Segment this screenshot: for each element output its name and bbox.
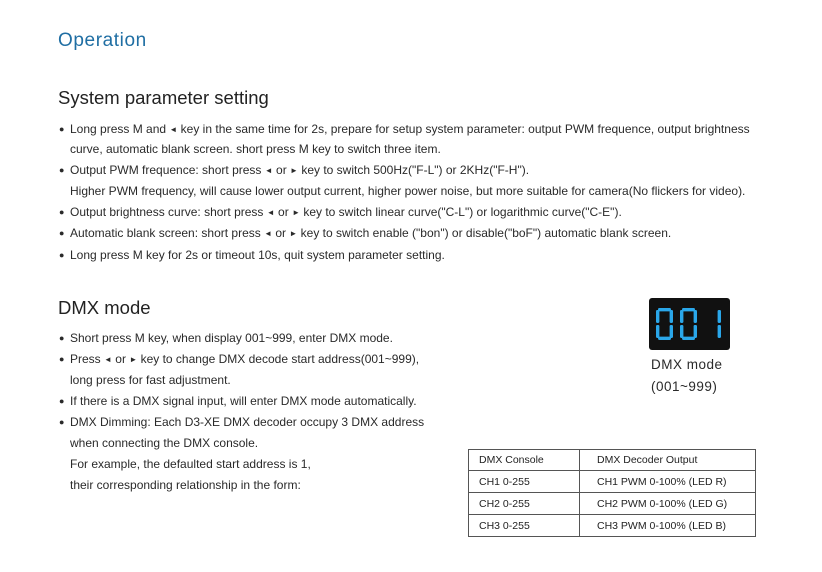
table-cell: CH1 0-255: [469, 471, 580, 493]
system-bullet-2: ● Output PWM frequence: short press ◄ or ► key to switch 500Hz("F-L") or 2KHz("F-H").: [59, 163, 530, 177]
display-caption: DMX mode: [651, 357, 723, 372]
left-key-icon: ◄: [266, 208, 275, 217]
system-bullet-5: ● Long press M key for 2s or timeout 10s, quit system parameter setting.: [59, 248, 445, 262]
dmx-bullet-3: ● If there is a DMX signal input, will enter DMX mode automatically.: [59, 394, 417, 408]
dmx-bullet-2: ● Press ◄ or ► key to change DMX decode start address(001~999),: [59, 352, 420, 366]
segment-e: [656, 325, 659, 338]
table-cell: CH2 0-255: [469, 493, 580, 515]
left-key-icon: ◄: [104, 355, 112, 364]
dmx-section-title: DMX mode: [58, 297, 151, 318]
dmx-mapping-table: [468, 449, 756, 537]
display-range: (001~999): [651, 379, 718, 394]
left-key-icon: ◄: [264, 229, 273, 238]
table-cell: CH2 PWM 0-100% (LED G): [580, 493, 756, 515]
display-value-text: 001: [655, 308, 657, 309]
segment-c: [718, 325, 721, 338]
segment-a: [682, 308, 695, 311]
right-key-icon: ►: [289, 229, 298, 238]
table-row: [469, 471, 756, 493]
segment-b: [694, 310, 697, 323]
segment-f: [680, 310, 683, 323]
segment-b: [670, 310, 673, 323]
segment-c: [694, 325, 697, 338]
display-value: [656, 308, 721, 340]
left-key-icon: ◄: [169, 125, 178, 134]
table-header-cell: DMX Decoder Output: [580, 450, 756, 471]
bullet-icon: ●: [59, 333, 65, 343]
segment-b: [718, 310, 721, 323]
table-cell: CH3 0-255: [469, 515, 580, 537]
bullet-icon: ●: [59, 354, 65, 364]
display-digits: [655, 308, 725, 342]
segment-f: [656, 310, 659, 323]
table-cell: CH1 PWM 0-100% (LED R): [580, 471, 756, 493]
table-cell: CH3 PWM 0-100% (LED B): [580, 515, 756, 537]
right-key-icon: ►: [292, 208, 300, 217]
table-row: [469, 493, 756, 515]
bullet-icon: ●: [59, 396, 65, 406]
system-section-title: System parameter setting: [58, 87, 269, 108]
bullet-icon: ●: [59, 124, 65, 134]
table-header-cell: DMX Console: [469, 450, 580, 471]
dmx-bullet-4: ● DMX Dimming: Each D3-XE DMX decoder occupy 3 DMX address: [59, 415, 425, 429]
left-key-icon: ◄: [264, 166, 273, 175]
dmx-bullet-4-cont-1: when connecting the DMX console.: [70, 436, 259, 450]
dmx-bullet-1: ● Short press M key, when display 001~999, enter DMX mode.: [59, 331, 393, 345]
page-title: Operation: [58, 30, 147, 51]
right-key-icon: ►: [129, 355, 138, 364]
table-header-row: [469, 450, 756, 471]
system-bullet-4: ● Automatic blank screen: short press ◄ or ► key to switch enable ("bon") or disable("boF") automatic blank screen.: [59, 226, 672, 240]
dmx-bullet-4-cont-3: their corresponding relationship in the form:: [70, 478, 301, 492]
system-bullet-2-cont: Higher PWM frequency, will cause lower output current, higher power noise, but more suitable for camera(No flickers for video).: [70, 184, 746, 198]
segment-d: [658, 337, 671, 340]
segment-e: [680, 325, 683, 338]
bullet-icon: ●: [59, 228, 65, 238]
bullet-icon: ●: [59, 417, 65, 427]
system-bullet-1: ● Long press M and ◄ key in the same time for 2s, prepare for setup system parameter: output PWM frequence, output brightness: [59, 122, 750, 136]
segment-c: [670, 325, 673, 338]
bullet-icon: ●: [59, 165, 65, 175]
bullet-icon: ●: [59, 207, 65, 217]
system-bullet-1-cont: curve, automatic blank screen. short press M key to switch three item.: [70, 142, 441, 156]
right-key-icon: ►: [290, 166, 298, 175]
segment-a: [658, 308, 671, 311]
system-bullet-3: ● Output brightness curve: short press ◄ or ► key to switch linear curve("C-L") or logarithmic curve("C-E").: [59, 205, 622, 219]
segment-d: [682, 337, 695, 340]
dmx-bullet-2-cont: long press for fast adjustment.: [70, 373, 231, 387]
dmx-bullet-4-cont-2: For example, the defaulted start address is 1,: [70, 457, 311, 471]
dmx-display: [649, 298, 730, 350]
bullet-icon: ●: [59, 250, 65, 260]
table-row: [469, 515, 756, 537]
